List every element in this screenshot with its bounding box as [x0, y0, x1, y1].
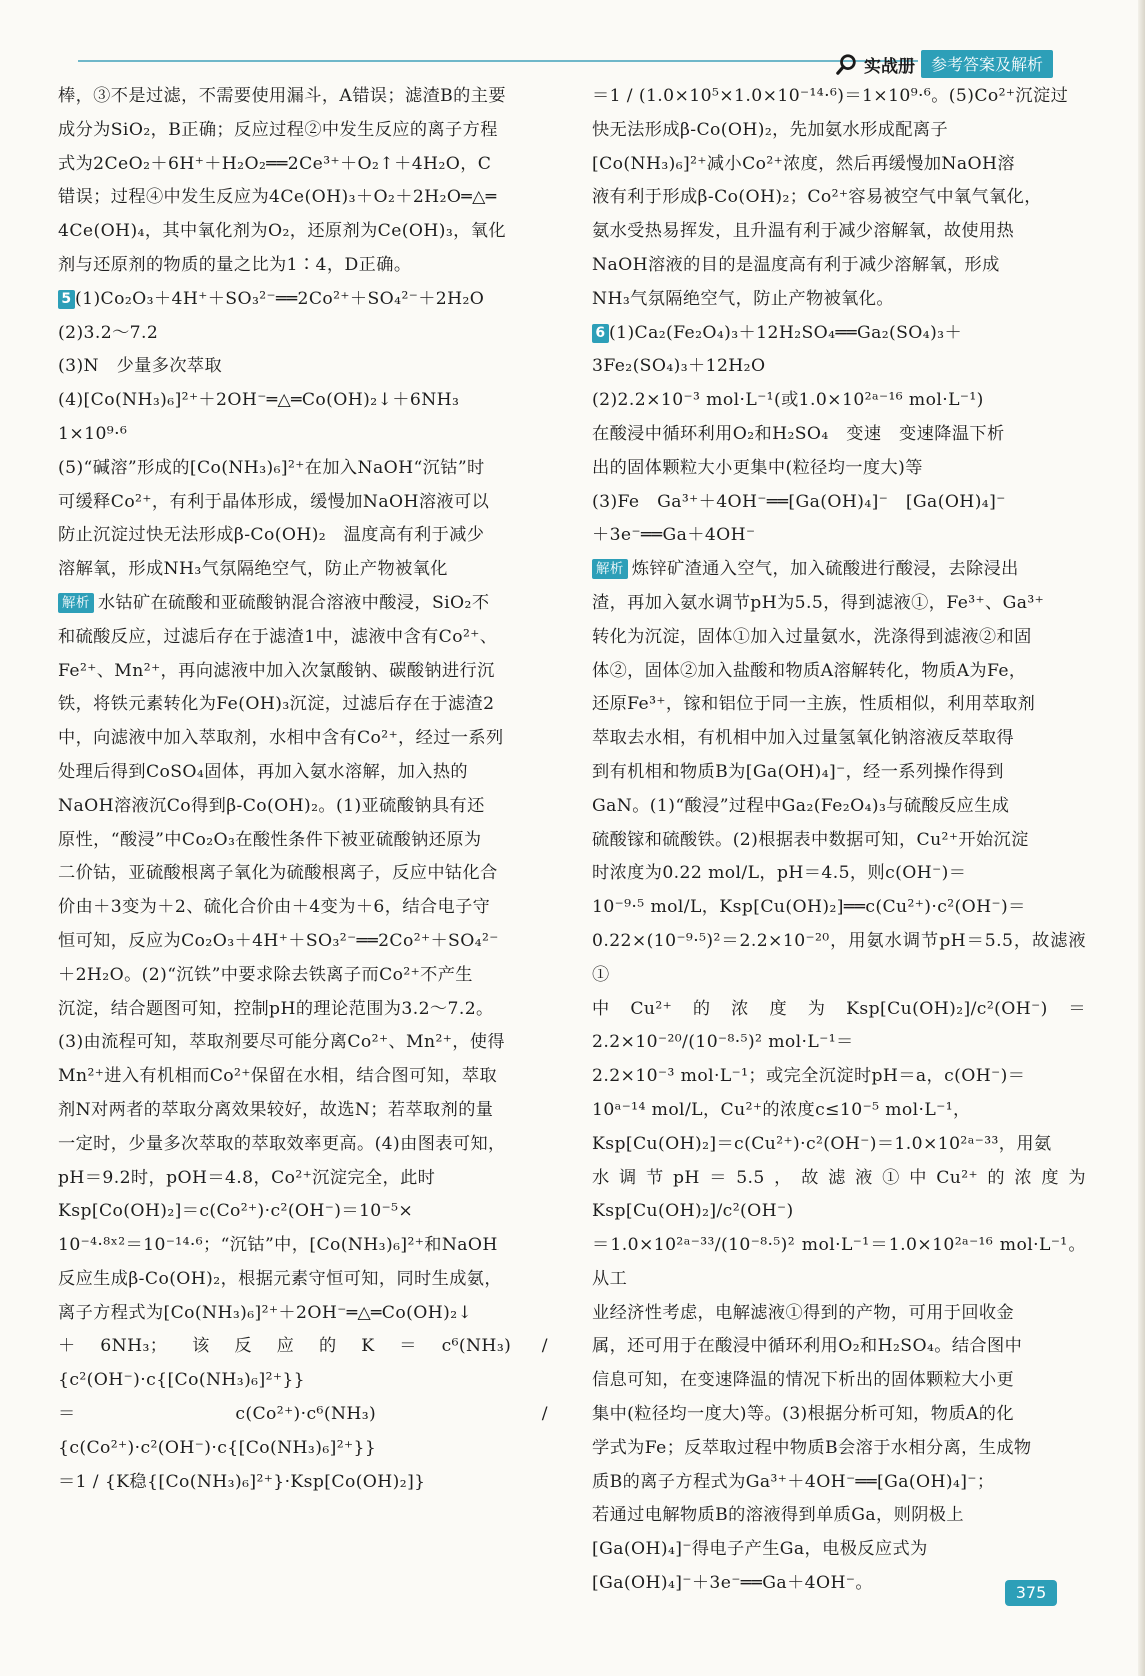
- line-text: 价由＋3变为＋2、硫化合价由＋4变为＋6，结合电子守: [58, 897, 491, 918]
- text-line: [592, 655, 1086, 689]
- line-text: ＝1 / (1.0×10⁵×1.0×10⁻¹⁴·⁶)＝1×10⁹·⁶。(5)Co²⁺沉淀过: [592, 86, 1069, 106]
- text-line: [592, 993, 1086, 1061]
- line-text: Fe²⁺、Mn²⁺，再向滤液中加入次氯酸钠、碳酸钠进行沉: [58, 660, 495, 681]
- text-line: [58, 80, 548, 114]
- line-text: 质B的离子方程式为Ga³⁺＋4OH⁻══[Ga(OH)₄]⁻；: [592, 1471, 995, 1492]
- line-text: 属，还可用于在酸浸中循环利用O₂和H₂SO₄。结合图中: [592, 1336, 1023, 1357]
- analysis-tag: 解析: [58, 593, 94, 613]
- line-text: 剂N对两者的萃取分离效果较好，故选N；若萃取剂的量: [58, 1099, 494, 1120]
- text-line: [58, 1094, 548, 1128]
- line-text: 氨水受热易挥发，且升温有利于减少溶解氧，故使用热: [592, 221, 1015, 242]
- text-line: [592, 283, 1086, 317]
- line-text: 集中(粒径均一度大)等。(3)根据分析可知，物质A的化: [592, 1404, 1014, 1425]
- line-text: NaOH溶液沉Co得到β-Co(OH)₂。(1)亚硫酸钠具有还: [58, 795, 485, 816]
- line-text: 2.2×10⁻³ mol·L⁻¹；或完全沉淀时pH＝a，c(OH⁻)＝: [592, 1066, 1026, 1087]
- text-line: [58, 114, 548, 148]
- line-text: pH＝9.2时，pOH＝4.8，Co²⁺沉淀完全，此时: [58, 1167, 436, 1188]
- line-text: 成分为SiO₂，B正确；反应过程②中发生反应的离子方程: [58, 119, 498, 140]
- text-line: [592, 486, 1086, 520]
- text-line: [592, 1398, 1086, 1432]
- line-text: 3Fe₂(SO₄)₃＋12H₂O: [592, 356, 766, 377]
- line-text: 到有机相和物质B为[Ga(OH)₄]⁻，经一系列操作得到: [592, 761, 1004, 782]
- text-line: [58, 1229, 548, 1263]
- line-text: 若通过电解物质B的溶液得到单质Ga，则阴极上: [592, 1505, 964, 1526]
- text-line: [58, 857, 548, 891]
- text-line: [592, 249, 1086, 283]
- line-text: 渣，再加入氨水调节pH为5.5，得到滤液①，Fe³⁺、Ga³⁺: [592, 592, 1045, 613]
- text-line: [592, 756, 1086, 790]
- text-line: [592, 1162, 1086, 1230]
- line-text: 液有利于形成β-Co(OH)₂；Co²⁺容易被空气中氧气氧化，: [592, 187, 1042, 208]
- text-line: [58, 790, 548, 824]
- line-text: 10ᵃ⁻¹⁴ mol/L，Cu²⁺的浓度c≤10⁻⁵ mol·L⁻¹，: [592, 1099, 971, 1120]
- line-text: 转化为沉淀，固体①加入过量氨水，洗涤得到滤液②和固: [592, 626, 1032, 647]
- line-text: (1)Ca₂(Fe₂O₄)₃＋12H₂SO₄══Ga₂(SO₄)₃＋: [609, 322, 963, 343]
- text-line: [58, 1297, 548, 1331]
- text-line: [58, 1026, 548, 1060]
- text-line: [58, 283, 548, 317]
- text-line: [592, 350, 1086, 384]
- line-text: 1×10⁹·⁶: [58, 423, 128, 444]
- line-text: (3)Fe Ga³⁺＋4OH⁻══[Ga(OH)₄]⁻ [Ga(OH)₄]⁻: [592, 491, 1006, 512]
- line-text: ＝1 / {K稳{[Co(NH₃)₆]²⁺}·Ksp[Co(OH)₂]}: [58, 1471, 426, 1492]
- analysis-tag: 解析: [592, 559, 628, 579]
- text-line: [58, 1263, 548, 1297]
- text-line: [592, 587, 1086, 621]
- text-line: [58, 350, 548, 384]
- line-text: 式为2CeO₂＋6H⁺＋H₂O₂══2Ce³⁺＋O₂↑＋4H₂O，C: [58, 153, 492, 174]
- text-line: [592, 1364, 1086, 1398]
- text-line: [592, 1432, 1086, 1466]
- page-number: 375: [1005, 1580, 1057, 1606]
- line-text: 10⁻⁹·⁵ mol/L，Ksp[Cu(OH)₂]══c(Cu²⁺)·c²(OH⁻)＝: [592, 897, 1026, 918]
- line-text: (4)[Co(NH₃)₆]²⁺＋2OH⁻═△═Co(OH)₂↓＋6NH₃: [58, 390, 460, 411]
- text-line: [592, 80, 1086, 114]
- line-text: GaN。(1)“酸浸”过程中Ga₂(Fe₂O₄)₃与硫酸反应生成: [592, 795, 1010, 816]
- right-column: [592, 80, 1086, 1601]
- line-text: 0.22×(10⁻⁹·⁵)²＝2.2×10⁻²⁰，用氨水调节pH＝5.5，故滤液①: [592, 930, 1086, 985]
- text-line: [58, 756, 548, 790]
- text-line: [592, 1297, 1086, 1331]
- text-line: [58, 688, 548, 722]
- section-tag: 参考答案及解析: [921, 50, 1053, 78]
- line-text: 处理后得到CoSO₄固体，再加入氨水溶解，加入热的: [58, 761, 469, 782]
- line-text: 硫酸镓和硫酸铁。(2)根据表中数据可知，Cu²⁺开始沉淀: [592, 829, 1029, 850]
- text-line: [592, 1229, 1086, 1297]
- text-line: [592, 215, 1086, 249]
- line-text: 错误；过程④中发生反应为4Ce(OH)₃＋O₂＋2H₂O═△═: [58, 187, 497, 208]
- text-line: [592, 1466, 1086, 1500]
- line-text: NH₃气氛隔绝空气，防止产物被氧化。: [592, 288, 894, 309]
- text-line: [58, 486, 548, 520]
- line-text: 10⁻⁴·⁸ˣ²＝10⁻¹⁴·⁶；“沉钴”中，[Co(NH₃)₆]²⁺和NaOH: [58, 1235, 498, 1256]
- text-line: [592, 688, 1086, 722]
- line-text: (3)N 少量多次萃取: [58, 356, 223, 377]
- text-line: [58, 553, 548, 587]
- text-line: [58, 249, 548, 283]
- text-line: [58, 1060, 548, 1094]
- line-text: (2)2.2×10⁻³ mol·L⁻¹(或1.0×10²ᵃ⁻¹⁶ mol·L⁻¹): [592, 390, 984, 411]
- line-text: 信息可知，在变速降温的情况下析出的固体颗粒大小更: [592, 1370, 1015, 1391]
- left-column: [58, 80, 548, 1499]
- text-line: [592, 1094, 1086, 1128]
- line-text: 原性，“酸浸”中Co₂O₃在酸性条件下被亚硫酸钠还原为: [58, 829, 482, 850]
- line-text: Mn²⁺进入有机相而Co²⁺保留在水相，结合图可知，萃取: [58, 1066, 498, 1087]
- text-line: [592, 1533, 1086, 1567]
- text-line: [58, 959, 548, 993]
- text-line: [592, 790, 1086, 824]
- line-text: Ksp[Co(OH)₂]＝c(Co²⁺)·c²(OH⁻)＝10⁻⁵×: [58, 1201, 414, 1222]
- line-text: 萃取去水相，有机相中加入过量氢氧化钠溶液反萃取得: [592, 728, 1015, 749]
- line-text: 沉淀，结合题图可知，控制pH的理论范围为3.2～7.2。: [58, 998, 494, 1019]
- text-line: [58, 587, 548, 621]
- brand-name: 实战册: [864, 56, 915, 77]
- text-line: [58, 418, 548, 452]
- line-text: 炼锌矿渣通入空气，加入硫酸进行酸浸，去除浸出: [631, 559, 1019, 580]
- line-text: 4Ce(OH)₄，其中氧化剂为O₂，还原剂为Ce(OH)₃，氧化: [58, 221, 506, 242]
- line-text: (3)由流程可知，萃取剂要尽可能分离Co²⁺、Mn²⁺，使得: [58, 1032, 506, 1053]
- text-line: [592, 148, 1086, 182]
- line-text: 恒可知，反应为Co₂O₃＋4H⁺＋SO₃²⁻══2Co²⁺＋SO₄²⁻: [58, 930, 499, 951]
- line-text: NaOH溶液的目的是温度高有利于减少溶解氧，形成: [592, 254, 1000, 275]
- text-line: [592, 418, 1086, 452]
- line-text: Ksp[Cu(OH)₂]＝c(Cu²⁺)·c²(OH⁻)＝1.0×10²ᵃ⁻³³，用氨: [592, 1133, 1052, 1154]
- page-edge: [1138, 0, 1145, 1676]
- magnifier-icon: [836, 53, 858, 75]
- text-line: [58, 519, 548, 553]
- text-line: [58, 993, 548, 1027]
- text-line: [58, 148, 548, 182]
- line-text: ＝c(Co²⁺)·c⁶(NH₃) / {c(Co²⁺)·c²(OH⁻)·c{[Co(NH₃)₆]²⁺}}: [58, 1404, 548, 1458]
- text-line: [592, 857, 1086, 891]
- line-text: [Co(NH₃)₆]²⁺减小Co²⁺浓度，然后再缓慢加NaOH溶: [592, 153, 1015, 174]
- line-text: (1)Co₂O₃＋4H⁺＋SO₃²⁻══2Co²⁺＋SO₄²⁻＋2H₂O: [75, 288, 485, 309]
- text-line: [58, 722, 548, 756]
- line-text: [Ga(OH)₄]⁻＋3e⁻══Ga＋4OH⁻。: [592, 1573, 873, 1594]
- line-text: ＋6NH₃；该反应的K＝c⁶(NH₃) / {c²(OH⁻)·c{[Co(NH₃)₆]²⁺}}: [58, 1336, 548, 1391]
- text-line: [592, 1128, 1086, 1162]
- text-line: [58, 1195, 548, 1229]
- line-text: 剂与还原剂的物质的量之比为1∶4，D正确。: [58, 254, 412, 275]
- text-line: [592, 114, 1086, 148]
- line-text: 棒，③不是过滤，不需要使用漏斗，A错误；滤渣B的主要: [58, 86, 506, 106]
- line-text: 反应生成β-Co(OH)₂，根据元素守恒可知，同时生成氨，: [58, 1268, 502, 1289]
- text-line: [58, 215, 548, 249]
- question-number-badge: 5: [58, 290, 75, 309]
- text-line: [592, 621, 1086, 655]
- line-text: 铁，将铁元素转化为Fe(OH)₃沉淀，过滤后存在于滤渣2: [58, 694, 495, 715]
- header-rule: [78, 60, 918, 62]
- line-text: ＋3e⁻══Ga＋4OH⁻: [592, 525, 756, 546]
- text-line: [58, 1398, 548, 1466]
- line-text: 出的固体颗粒大小更集中(粒径均一度大)等: [592, 457, 923, 478]
- line-text: (2)3.2～7.2: [58, 322, 159, 343]
- question-number-badge: 6: [592, 324, 609, 343]
- line-text: 在酸浸中循环利用O₂和H₂SO₄ 变速 变速降温下析: [592, 423, 1005, 444]
- line-text: 体②，固体②加入盐酸和物质A溶解转化，物质A为Fe，: [592, 660, 1027, 681]
- text-line: [58, 1330, 548, 1398]
- text-line: [58, 181, 548, 215]
- text-line: [592, 553, 1086, 587]
- line-text: [Ga(OH)₄]⁻得电子产生Ga，电极反应式为: [592, 1539, 928, 1560]
- text-line: [592, 384, 1086, 418]
- line-text: 二价钴，亚硫酸根离子氧化为硫酸根离子，反应中钴化合: [58, 863, 498, 884]
- text-line: [592, 181, 1086, 215]
- line-text: 还原Fe³⁺，镓和铝位于同一主族，性质相似，利用萃取剂: [592, 694, 1036, 715]
- line-text: 快无法形成β-Co(OH)₂，先加氨水形成配离子: [592, 119, 949, 140]
- line-text: 学式为Fe；反萃取过程中物质B会溶于水相分离，生成物: [592, 1437, 1032, 1458]
- line-text: (5)“碱溶”形成的[Co(NH₃)₆]²⁺在加入NaOH“沉钴”时: [58, 457, 485, 478]
- line-text: 和硫酸反应，过滤后存在于滤渣1中，滤液中含有Co²⁺、: [58, 626, 498, 647]
- text-line: [592, 452, 1086, 486]
- text-line: [592, 1330, 1086, 1364]
- header-brand: [836, 50, 1053, 78]
- text-line: [592, 722, 1086, 756]
- line-text: 可缓释Co²⁺，有利于晶体形成，缓慢加NaOH溶液可以: [58, 491, 490, 512]
- line-text: 离子方程式为[Co(NH₃)₆]²⁺＋2OH⁻═△═Co(OH)₂↓: [58, 1302, 473, 1323]
- text-line: [592, 1060, 1086, 1094]
- text-line: [58, 384, 548, 418]
- text-line: [592, 519, 1086, 553]
- text-line: [58, 621, 548, 655]
- text-line: [58, 891, 548, 925]
- line-text: 防止沉淀过快无法形成β-Co(OH)₂ 温度高有利于减少: [58, 525, 485, 546]
- text-line: [58, 655, 548, 689]
- line-text: 中Cu²⁺的浓度为Ksp[Cu(OH)₂]/c²(OH⁻)＝2.2×10⁻²⁰/(10⁻⁸·⁵)² mol·L⁻¹＝: [592, 998, 1086, 1053]
- line-text: 业经济性考虑，电解滤液①得到的产物，可用于回收金: [592, 1302, 1015, 1323]
- line-text: 中，向滤液中加入萃取剂，水相中含有Co²⁺，经过一系列: [58, 728, 504, 749]
- text-line: [58, 317, 548, 351]
- line-text: 水钴矿在硫酸和亚硫酸钠混合溶液中酸浸，SiO₂不: [97, 592, 490, 613]
- line-text: 溶解氧，形成NH₃气氛隔绝空气，防止产物被氧化: [58, 559, 448, 580]
- text-line: [58, 1466, 548, 1500]
- text-line: [592, 824, 1086, 858]
- text-line: [592, 1499, 1086, 1533]
- text-line: [58, 1162, 548, 1196]
- text-line: [58, 1128, 548, 1162]
- text-line: [58, 452, 548, 486]
- line-text: 水调节pH＝5.5，故滤液①中Cu²⁺的浓度为Ksp[Cu(OH)₂]/c²(OH⁻): [592, 1167, 1086, 1222]
- line-text: ＝1.0×10²ᵃ⁻³³/(10⁻⁸·⁵)² mol·L⁻¹＝1.0×10²ᵃ⁻¹⁶ mol·L⁻¹。从工: [592, 1235, 1086, 1289]
- text-line: [58, 824, 548, 858]
- line-text: ＋2H₂O。(2)“沉铁”中要求除去铁离子而Co²⁺不产生: [58, 964, 473, 985]
- text-line: [592, 891, 1086, 925]
- line-text: 时浓度为0.22 mol/L，pH＝4.5，则c(OH⁻)＝: [592, 863, 967, 884]
- text-line: [58, 925, 548, 959]
- text-line: [592, 317, 1086, 351]
- text-line: [592, 925, 1086, 993]
- line-text: 一定时，少量多次萃取的萃取效率更高。(4)由图表可知，: [58, 1133, 506, 1154]
